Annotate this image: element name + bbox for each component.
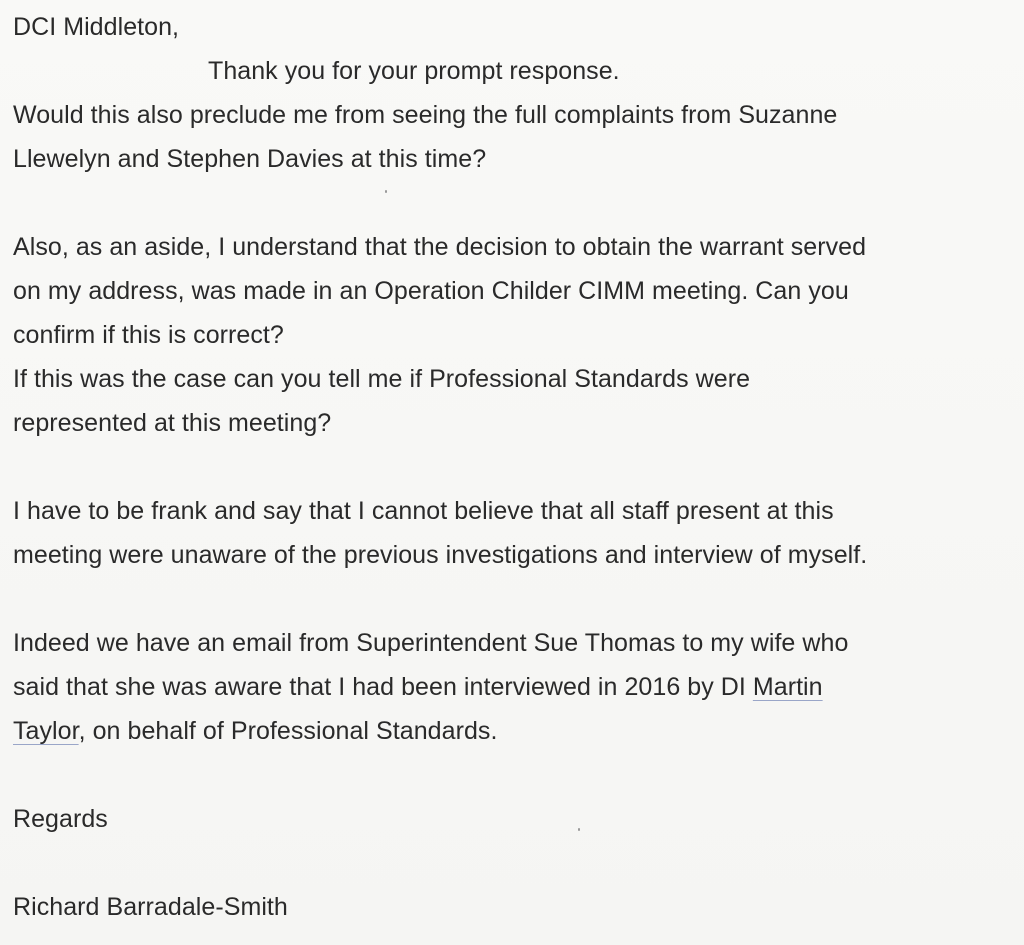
paragraph-4-line-3 <box>13 709 1024 753</box>
name-martin: Martin <box>752 673 823 701</box>
scan-speck <box>578 828 580 831</box>
paragraph-3-line-1: I have to be frank and say that I cannot believe that all staff present at this <box>13 497 834 525</box>
paragraph-gap <box>13 181 1024 225</box>
paragraph-1-line-2: Llewelyn and Stephen Davies at this time? <box>13 145 487 173</box>
paragraph-2-line-4: If this was the case can you tell me if Professional Standards were <box>13 365 751 393</box>
paragraph-2-line-3: confirm if this is correct? <box>13 321 284 349</box>
paragraph-1-line-1: Would this also preclude me from seeing the full complaints from Suzanne <box>13 101 838 129</box>
paragraph-4-line-2-text: said that she was aware that I had been interviewed in 2016 by DI <box>13 673 753 701</box>
paragraph-gap <box>13 841 1024 885</box>
name-taylor: Taylor <box>13 717 79 745</box>
paragraph-2-line-2: on my address, was made in an Operation Childer CIMM meeting. Can you <box>13 277 849 305</box>
paragraph-4-line-1: Indeed we have an email from Superintendent Sue Thomas to my wife who <box>13 629 849 657</box>
paragraph-4-line-2 <box>13 665 1024 709</box>
paragraph-2-line-5: represented at this meeting? <box>13 409 332 437</box>
signature: Richard Barradale-Smith <box>13 893 288 921</box>
closing: Regards <box>13 805 108 833</box>
paragraph-gap <box>13 445 1024 489</box>
paragraph-3-line-2: meeting were unaware of the previous investigations and interview of myself. <box>13 541 868 569</box>
opening-line: Thank you for your prompt response. <box>208 57 620 85</box>
scan-speck <box>385 190 387 193</box>
salutation: DCI Middleton, <box>13 13 180 41</box>
paragraph-2-line-1: Also, as an aside, I understand that the decision to obtain the warrant served <box>13 233 867 261</box>
paragraph-gap <box>13 577 1024 621</box>
paragraph-gap <box>13 753 1024 797</box>
paragraph-4-line-3-text: , on behalf of Professional Standards. <box>78 717 498 745</box>
